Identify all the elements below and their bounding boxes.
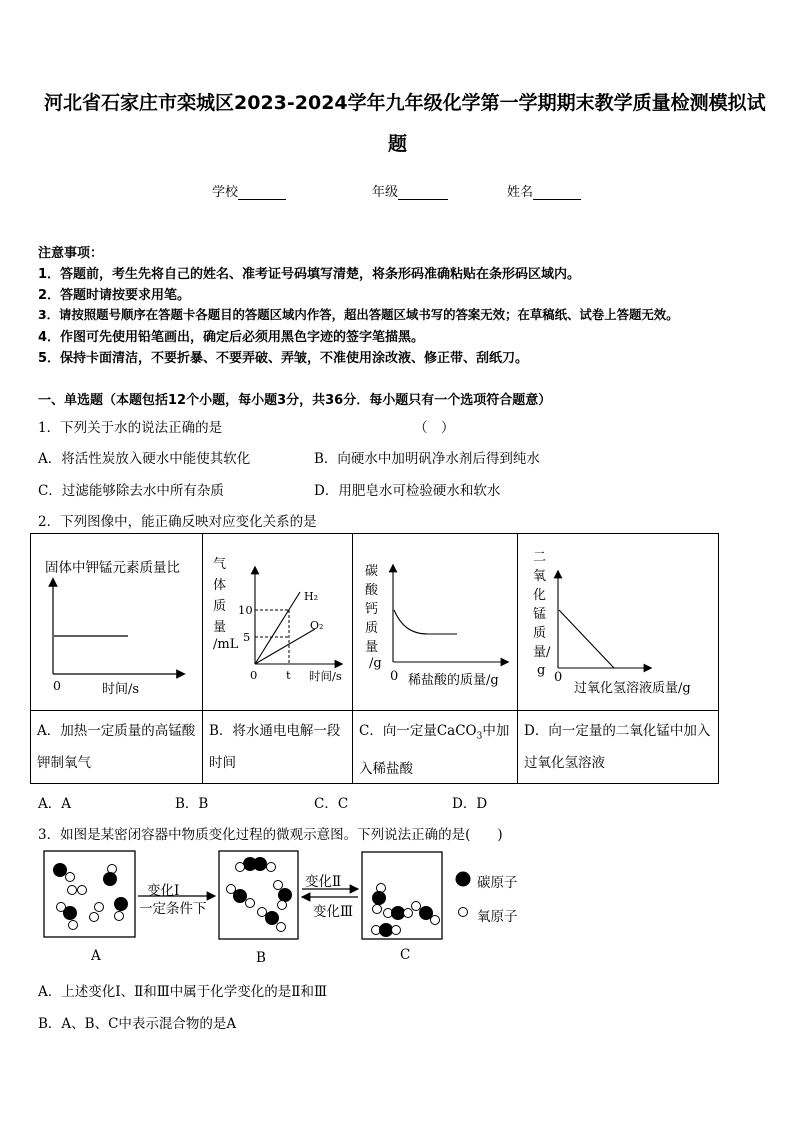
graph-b-h2-label: H₂ [304,590,319,603]
legend-carbon-label: 碳原子 [477,875,518,891]
graph-d-description: D．向一定量的二氧化锰中加入过氧化氢溶液 [524,723,711,771]
oxygen-atom [115,912,124,921]
graph-c-description-cell [353,711,518,784]
graph-b-t: t [286,668,291,682]
carbon-atom [53,863,67,877]
graph-c-ylabel-char: 碳 [365,564,379,579]
graph-c-description-text-end: 中加入稀盐酸 [359,723,510,777]
graph-b-o2-line [255,629,315,664]
diagram-label-b: B [256,950,266,966]
oxygen-atom [274,881,283,890]
question-2-stem: 2．下列图像中，能正确反映对应变化关系的是 [38,514,317,530]
change-3-label: 变化Ⅲ [313,904,354,920]
graph-b-xlabel: 时间/s [309,669,342,683]
carbon-atom [372,891,386,905]
name-label: 姓名 [507,185,534,200]
answer-paren: （ ） [414,420,455,436]
question-1-text: 1．下列关于水的说法正确的是 [38,420,223,436]
graph-c-ylabel-char: 钙 [365,602,379,617]
oxygen-atom [68,886,77,895]
oxygen-atom [66,873,75,882]
graph-c-ylabel-char: 酸 [365,583,379,598]
carbon-atom [379,923,393,937]
graph-a-origin: 0 [53,678,61,693]
oxygen-atom [431,916,440,925]
graph-d-ylabel-char: 二 [533,550,547,565]
oxygen-atom [404,909,413,918]
graph-b-ylabel-char: 气 [213,557,227,572]
graph-a-description-cell [31,711,203,784]
oxygen-atom [236,863,245,872]
name-blank [533,186,581,200]
graph-c-ylabel-char: 质 [365,621,379,636]
graph-b [203,534,352,710]
graph-b-ylabel-char: 量 [213,620,227,635]
q3-option-a: A．上述变化Ⅰ、Ⅱ和Ⅲ中属于化学变化的是Ⅱ和Ⅲ [38,984,327,1000]
grade-blank [398,186,448,200]
note-item: 1．答题前，考生先将自己的姓名、准考证号码填写清楚，将条形码准确粘贴在条形码区域内。 [38,267,581,282]
oxygen-atom [267,863,276,872]
note-item: 2．答题时请按要求用笔。 [38,288,191,303]
note-item: 3．请按照题号顺序在答题卡各题目的答题区域内作答，超出答题区域书写的答案无效；在草稿纸、试卷上答题无效。 [38,307,679,322]
graph-a-description: A．加热一定质量的高锰酸钾制氧气 [37,723,196,771]
diagram-label-c: C [400,947,411,963]
oxygen-atom [246,899,255,908]
carbon-atom [391,906,405,920]
legend-oxygen-icon [459,908,468,917]
graph-d-yunit: g [537,663,546,678]
oxygen-atom [90,913,99,922]
q2-option-a: A．A [38,796,71,812]
graph-c-origin: 0 [390,669,399,684]
graph-b-description: B．将水通电电解一段时间 [209,723,341,771]
graph-c-ylabel-char: 量 [365,640,379,655]
graph-a-xlabel: 时间/s [102,682,140,697]
q1-option-c: C．过滤能够除去水中所有杂质 [38,483,224,499]
graph-b-origin: 0 [250,668,258,682]
page-title-continued: 题 [388,133,408,155]
q3-option-b: B．A、B、C中表示混合物的是A [38,1016,237,1032]
carbon-atom [253,857,267,871]
graph-d-ylabel-char: 量/ [533,645,551,660]
graph-b-cell [203,534,353,711]
q1-option-a: A．将活性炭放入硬水中能使其软化 [38,451,251,467]
note-item: 4．作图可先使用铅笔画出，确定后必须用黑色字迹的签字笔描黑。 [38,330,425,345]
graph-d-xlabel: 过氧化氢溶液质量/g [574,681,691,696]
graph-b-o2-label: O₂ [310,619,324,632]
grade-field [372,181,448,200]
graph-c-description-subscript: 3 [476,731,483,742]
grade-label: 年级 [372,185,399,200]
q1-option-d: D．用肥皂水可检验硬水和软水 [314,483,501,499]
graph-c-cell [353,534,518,711]
q2-graph-table [30,533,719,784]
graph-a [31,534,202,710]
oxygen-atom [57,903,66,912]
q2-option-c: C．C [314,796,349,812]
question-1-stem [38,416,222,436]
graph-b-tick-5: 5 [243,630,251,644]
graph-c-yunit: /g [369,656,382,671]
graph-c-xlabel: 稀盐酸的质量/g [408,673,499,688]
note-item: 5．保持卡面清洁，不要折暴、不要弄破、弄皱，不准使用涂改液、修正带、刮纸刀。 [38,351,529,366]
carbon-atom [114,897,128,911]
change-2-label: 变化Ⅱ [305,874,342,890]
carbon-atom [265,911,279,925]
question-3-stem: 3．如图是某密闭容器中物质变化过程的微观示意图。下列说法正确的是( ) [38,827,503,843]
oxygen-atom [78,886,87,895]
oxygen-atom [412,902,421,911]
oxygen-atom [277,923,286,932]
graph-c-description-text: C．向一定量CaCO [359,723,477,739]
oxygen-atom [258,908,267,917]
graph-d-ylabel-char: 氧 [533,569,547,584]
q2-option-d: D．D [452,796,488,812]
graph-a-ylabel: 固体中钾锰元素质量比 [45,560,180,576]
graph-b-tick-10: 10 [238,603,253,617]
oxygen-atom [392,926,401,935]
graph-a-cell [31,534,203,711]
legend-carbon-icon [456,872,471,887]
graph-b-h2-line [255,592,300,664]
graph-b-ylabel-char: 质 [213,599,227,614]
graph-b-description-cell [203,711,353,784]
oxygen-atom [69,921,78,930]
page-title: 河北省石家庄市栾城区2023-2024学年九年级化学第一学期期末教学质量检测模拟试 [44,92,766,114]
graph-d [518,534,718,710]
graph-c-description [353,711,517,783]
section-heading: 一、单选题（本题包括12个小题，每小题3分，共36分．每小题只有一个选项符合题意） [38,393,552,408]
notes-heading: 注意事项： [38,246,104,261]
oxygen-atom [95,903,104,912]
q1-option-b: B．向硬水中加明矾净水剂后得到纯水 [314,451,540,467]
school-field [212,181,286,200]
carbon-atom [233,889,247,903]
graph-c [353,534,517,710]
condition-label: 一定条件下 [139,901,207,917]
graph-d-description-cell [518,711,719,784]
legend-oxygen-label: 氧原子 [477,909,518,925]
graph-c-curve [394,610,457,634]
school-label: 学校 [212,185,239,200]
graph-d-ylabel-char: 锰 [533,607,547,622]
school-blank [238,186,286,200]
graph-d-ylabel-char: 化 [533,588,547,603]
q2-option-b: B．B [175,796,209,812]
change-1-label: 变化Ⅰ [147,883,180,899]
graph-d-line [559,610,614,668]
graph-b-ylabel-char: 体 [213,578,227,593]
name-field [507,181,581,200]
diagram-label-a: A [91,948,101,964]
oxygen-atom [227,885,236,894]
graph-d-cell [518,534,719,711]
carbon-atom [278,888,292,902]
oxygen-atom [278,901,287,910]
graph-d-ylabel-char: 质 [533,626,547,641]
carbon-atom [103,872,117,886]
oxygen-atom [373,905,382,914]
graph-b-yunit: /mL [213,637,239,652]
graph-d-origin: 0 [554,670,563,685]
